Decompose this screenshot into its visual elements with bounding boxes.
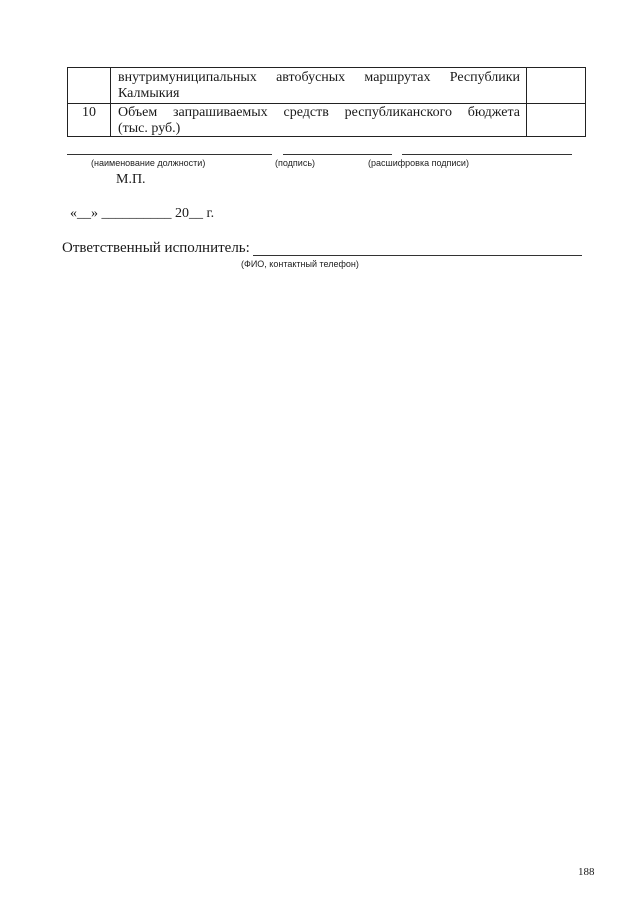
row-description-cell [111, 103, 527, 137]
table-row [68, 103, 585, 137]
row-value-cell [527, 68, 585, 103]
row-number-cell: 10 [68, 103, 111, 137]
decoding-caption: (расшифровка подписи) [368, 158, 469, 168]
row-value-cell [527, 103, 585, 137]
stamp-mark: М.П. [116, 172, 146, 187]
responsible-label: Ответственный исполнитель: [62, 240, 250, 256]
decoding-line [402, 154, 572, 155]
description-line: Объем запрашиваемых средств республиканского бюджета [118, 105, 520, 120]
page-number: 188 [578, 866, 595, 878]
description-line: (тыс. руб.) [118, 121, 181, 136]
signature-line [283, 154, 392, 155]
description-line: Калмыкия [118, 86, 180, 101]
position-caption: (наименование должности) [91, 158, 206, 168]
continuation-table [67, 67, 586, 137]
signature-caption: (подпись) [275, 158, 316, 168]
position-line [67, 154, 272, 155]
date-line: «__» __________ 20__ г. [70, 206, 215, 221]
row-description-cell [111, 68, 527, 103]
description-line: внутримуниципальных автобусных маршрутах Республики [118, 70, 520, 85]
responsible-caption: (ФИО, контактный телефон) [241, 259, 359, 269]
table-row [68, 68, 585, 104]
row-number-cell [68, 68, 111, 103]
responsible-line [253, 255, 582, 256]
